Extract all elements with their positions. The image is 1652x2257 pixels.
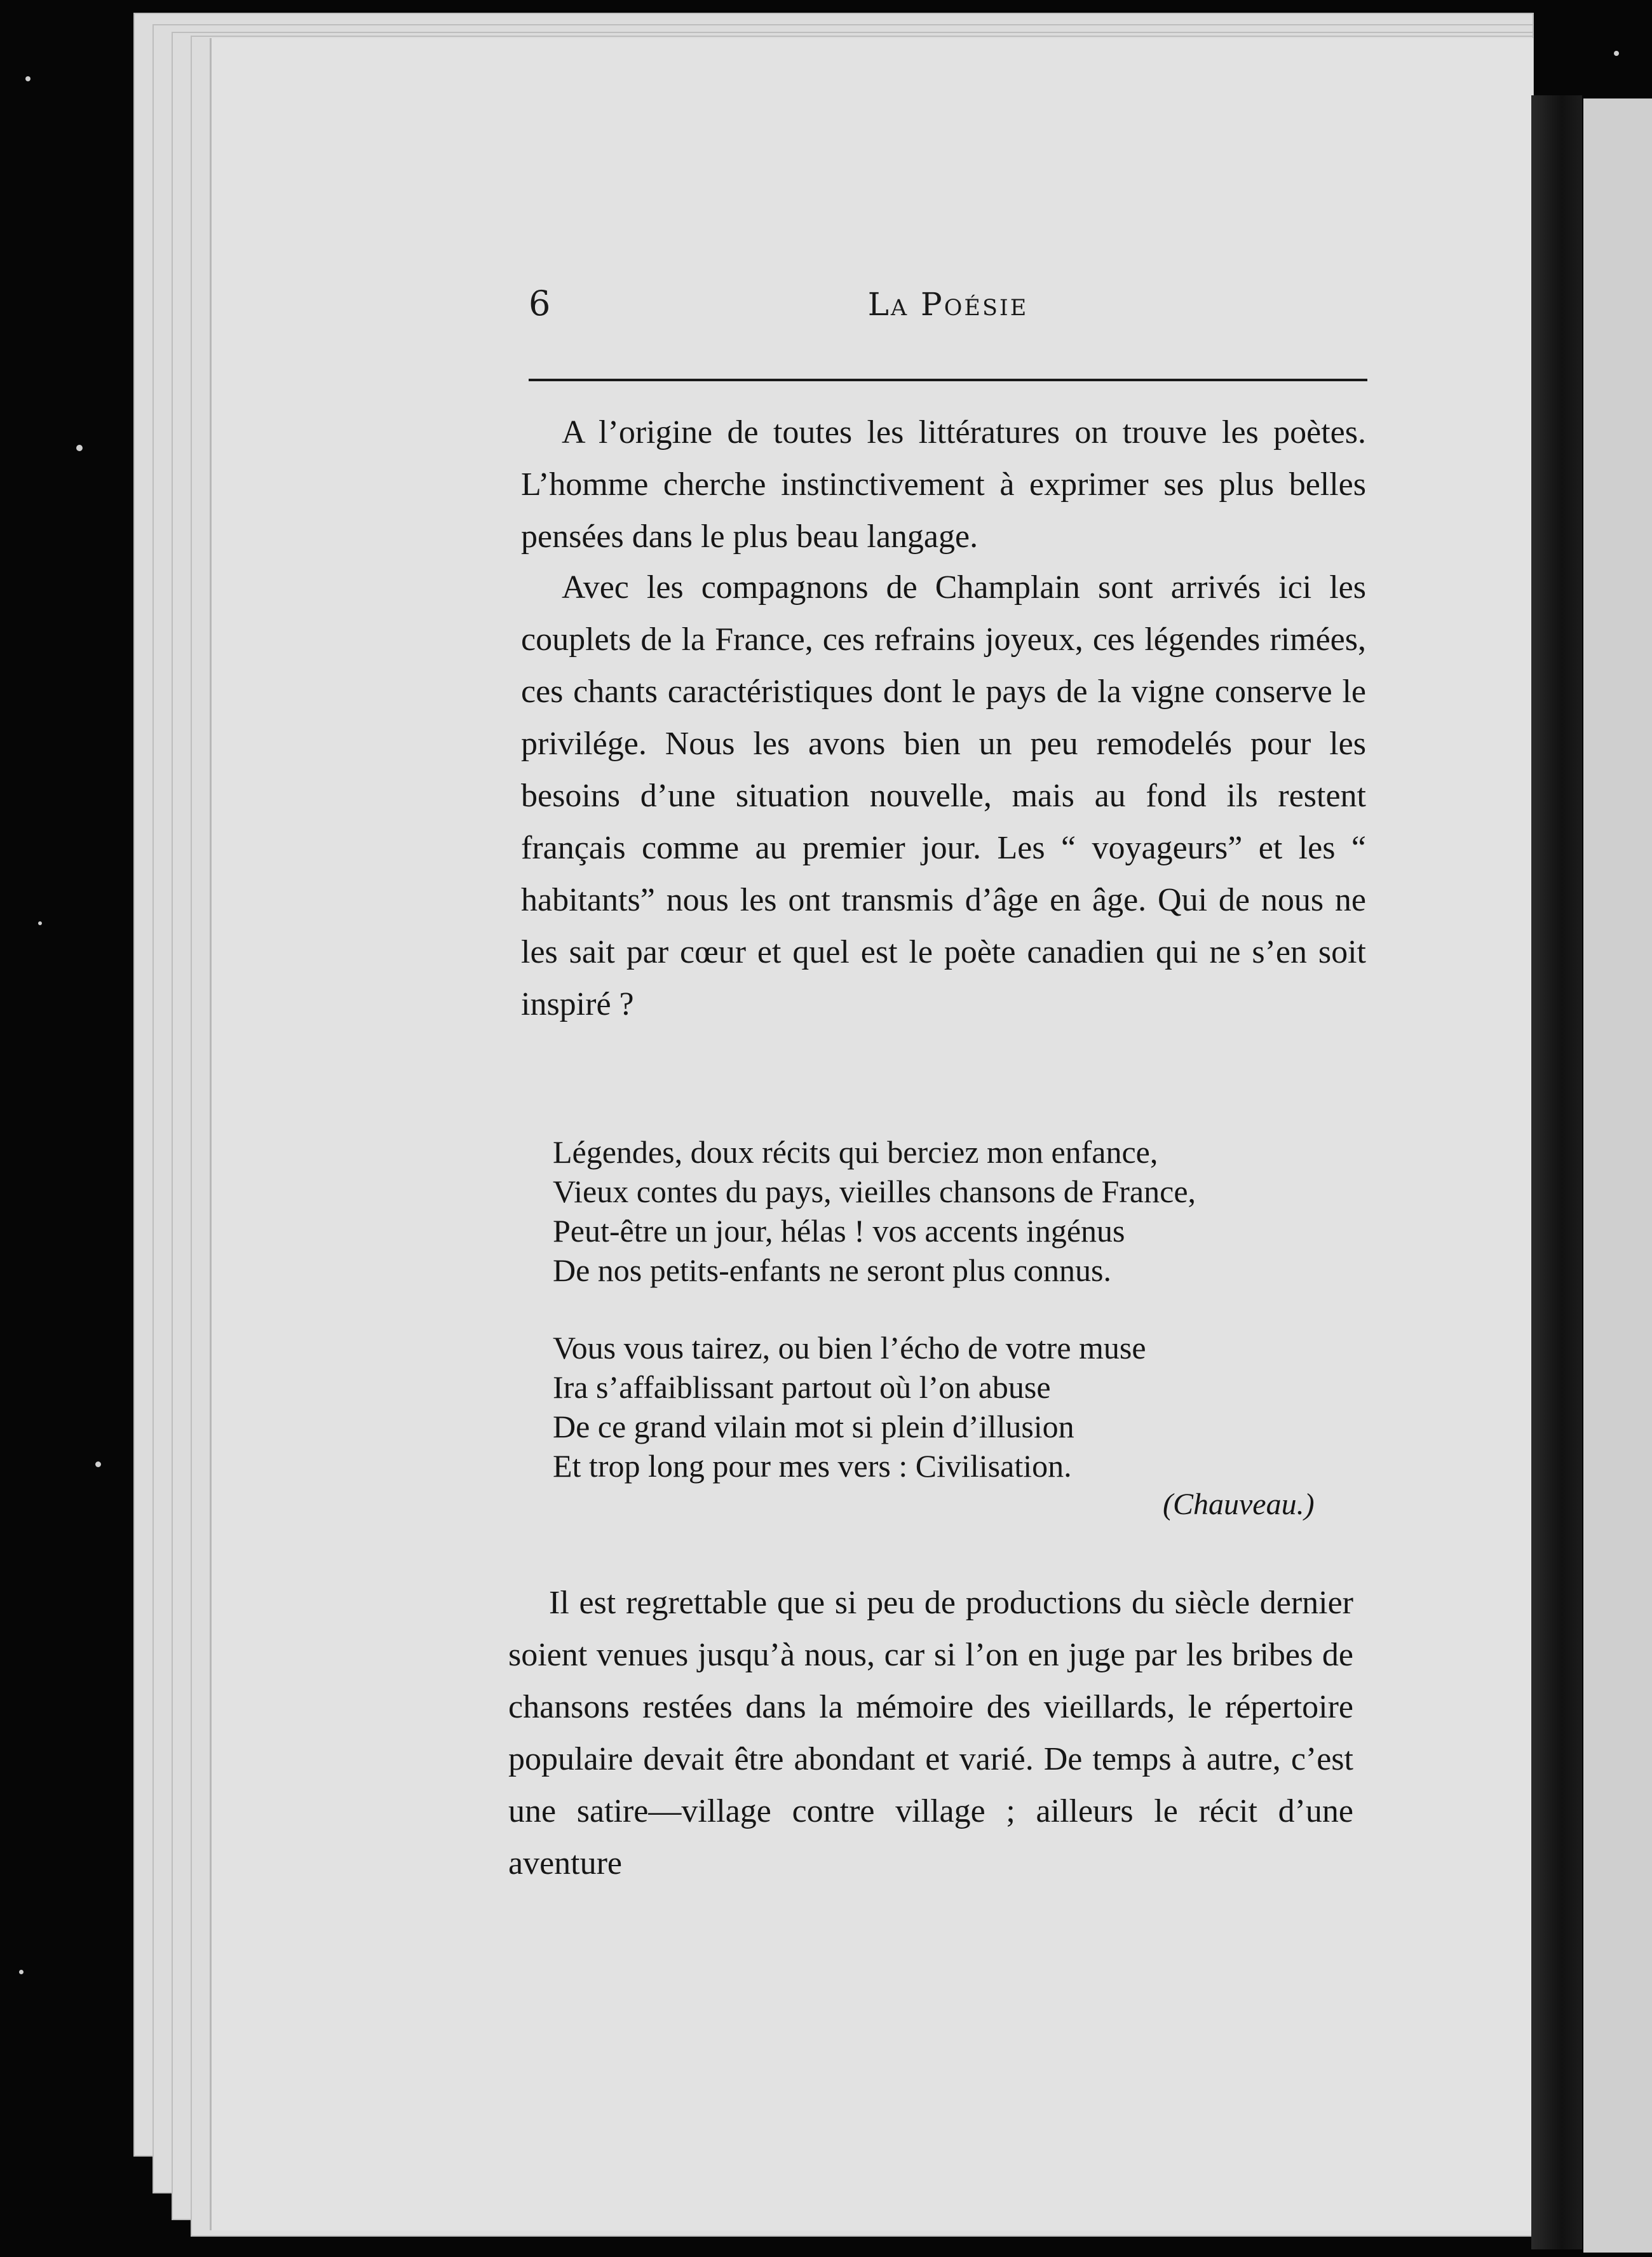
paragraph-1: A l’origine de toutes les littératures on trouve les poètes. L’homme cherche instinctivement à exprimer ses plus belles pensées dans le plus beau langage.	[521, 414, 1366, 555]
poem-stanza-1	[553, 1132, 1353, 1290]
page-gutter-shadow	[1531, 95, 1582, 2249]
header-rule	[529, 379, 1367, 381]
facing-page-edge	[1583, 98, 1652, 2253]
poem-line: De ce grand vilain mot si plein d’illusion	[553, 1409, 1074, 1444]
poem-line: Ira s’affaiblissant partout où l’on abuse	[553, 1369, 1051, 1405]
poem-line: Légendes, doux récits qui berciez mon enfance,	[553, 1134, 1158, 1170]
poem-line: De nos petits-enfants ne seront plus connus.	[553, 1252, 1112, 1288]
running-head: La Poésie	[867, 286, 1029, 323]
poem-line: Vieux contes du pays, vieilles chansons de France,	[553, 1174, 1196, 1209]
page-header	[529, 280, 1367, 337]
scan-speck	[1614, 51, 1619, 56]
scan-speck	[25, 76, 30, 81]
poem-stanza-2	[553, 1328, 1353, 1486]
poem-line: Peut-être un jour, hélas ! vos accents ingénus	[553, 1213, 1125, 1249]
poem-line: Et trop long pour mes vers : Civilisation.	[553, 1448, 1072, 1484]
poem-attribution: (Chauveau.)	[1163, 1488, 1315, 1521]
poem-line: Vous vous tairez, ou bien l’écho de votre muse	[553, 1330, 1146, 1366]
scan-speck	[76, 445, 83, 451]
paragraph-2: Avec les compagnons de Champlain sont arrivés ici les couplets de la France, ces refrains joyeux, ces légendes rimées, ces chants caractéristiques dont le pays de la vigne conserve le privilége. Nous les avons bien un peu remodelés pour les besoins d’une situation nouvelle, mais au fond ils restent français comme au premier jour. Les “ voyageurs” et les “ habitants” nous les ont transmis d’âge en âge. Qui de nous ne les sait par cœur et quel est le poète canadien qui ne s’en soit inspiré ?	[521, 569, 1366, 1022]
scan-speck	[19, 1970, 24, 1974]
paragraph-3: Il est regrettable que si peu de productions du siècle dernier soient venues jusqu’à nous, car si l’on en juge par les bribes de chansons restées dans la mémoire des vieillards, le répertoire populaire devait être abondant et varié. De temps à autre, c’est une satire—village contre village ; ailleurs le récit d’une aventure	[508, 1585, 1353, 1881]
scan-speck	[38, 921, 42, 925]
page-number: 6	[529, 283, 551, 323]
scan-speck	[95, 1461, 101, 1467]
